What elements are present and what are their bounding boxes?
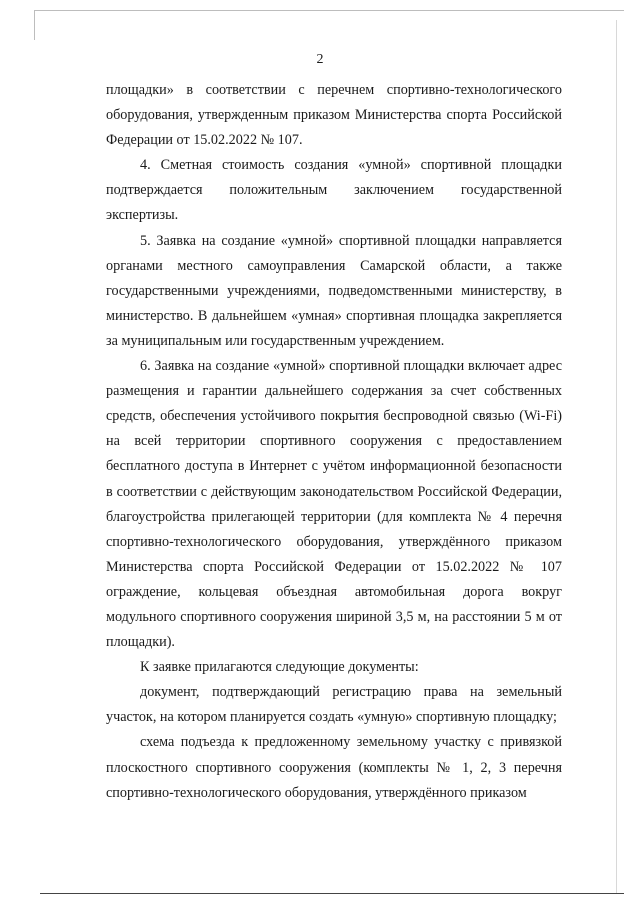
- paragraph-item-4: 4. Сметная стоимость создания «умной» спортивной площадки подтверждается положительным заключением государственной экспертизы.: [106, 157, 562, 224]
- scan-edge-bottom: [40, 893, 624, 894]
- scan-edge-right: [616, 20, 617, 894]
- page-number: 2: [316, 52, 324, 67]
- paragraph-item-5: 5. Заявка на создание «умной» спортивной площадки направляется органами местного самоуправления Самарской области, а также государственными учреждениями, подведомственными министерству, в министерство. В дальнейшем «умная» спортивная площадка закрепляется за муниципальным или государственным учреждением.: [106, 232, 562, 349]
- paragraph-attachments-intro: К заявке прилагаются следующие документы:: [140, 659, 419, 676]
- paragraph-item-6: 6. Заявка на создание «умной» спортивной площадки включает адрес размещения и гарантии дальнейшего содержания за счет собственных средств, обеспечения устойчивого покрытия беспроводной связью (Wi-Fi) на всей территории спортивного сооружения с предоставлением бесплатного доступа в Интернет с учётом информационной безопасности в соответствии с действующим законодательством Российской Федерации, благоустройства прилегающей территории (для комплекта № 4 перечня спортивно-технологического оборудования, утверждённого приказом Министерства спорта Российской Федерации от 15.02.2022 № 107 ограждение, кольцевая объездная автомобильная дорога вокруг модульного спортивного сооружения шириной 3,5 м, на расстоянии 5 м от площадки).: [106, 358, 562, 651]
- scan-edge-left: [34, 10, 35, 40]
- paragraph-continuation: площадки» в соответствии с перечнем спортивно-технологического оборудования, утвержденным приказом Министерства спорта Российской Федерации от 15.02.2022 № 107.: [106, 82, 562, 149]
- scan-edge-top: [34, 10, 624, 11]
- paragraph-attachment-access-scheme: схема подъезда к предложенному земельному участку с привязкой плоскостного спортивного сооружения (комплекты № 1, 2, 3 перечня спортивно-технологического оборудования, утверждённого приказом: [106, 734, 562, 801]
- paragraph-attachment-land-rights: документ, подтверждающий регистрацию права на земельный участок, на котором планируется создать «умную» спортивную площадку;: [106, 684, 562, 726]
- document-body: [106, 78, 562, 806]
